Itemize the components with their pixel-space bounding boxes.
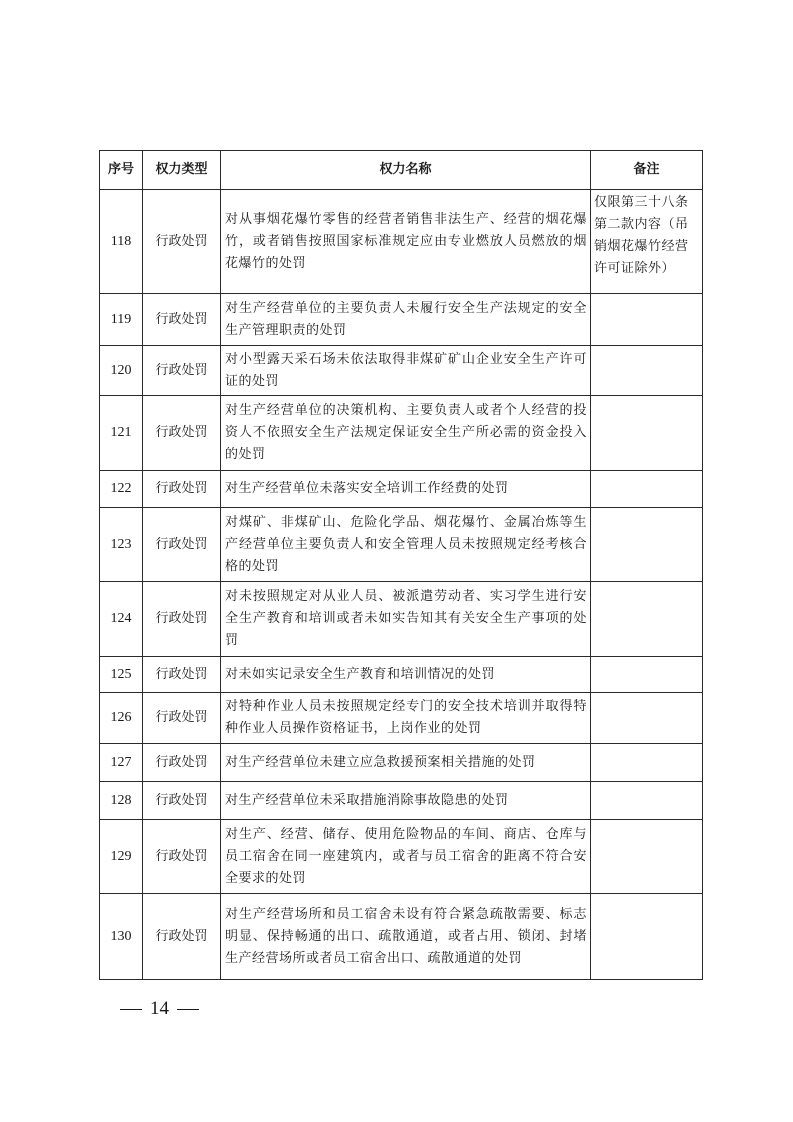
row-note: 仅限第三十八条第二款内容（吊销烟花爆竹经营许可证除外）: [591, 190, 703, 294]
table-row: [100, 744, 703, 782]
row-name: 对生产经营场所和员工宿舍未设有符合紧急疏散需要、标志明显、保持畅通的出口、疏散通道，或者占用、锁闭、封堵生产经营场所或者员工宿舍出口、疏散通道的处罚: [221, 894, 591, 980]
row-type: 行政处罚: [143, 190, 221, 294]
row-no: 128: [100, 782, 143, 820]
row-type: 行政处罚: [143, 820, 221, 894]
authority-table: [99, 150, 703, 980]
row-no: 126: [100, 693, 143, 744]
row-no: 118: [100, 190, 143, 294]
table-row: [100, 471, 703, 508]
row-note: [591, 894, 703, 980]
row-name: 对生产经营单位的主要负责人未履行安全生产法规定的安全生产管理职责的处罚: [221, 294, 591, 346]
row-no: 127: [100, 744, 143, 782]
row-type: 行政处罚: [143, 894, 221, 980]
row-name: 对小型露天采石场未依法取得非煤矿矿山企业安全生产许可证的处罚: [221, 346, 591, 396]
row-name: 对生产经营单位未建立应急救援预案相关措施的处罚: [221, 744, 591, 782]
row-no: 130: [100, 894, 143, 980]
header-name: 权力名称: [221, 151, 591, 190]
row-type: 行政处罚: [143, 396, 221, 471]
row-name: 对生产经营单位未采取措施消除事故隐患的处罚: [221, 782, 591, 820]
row-no: 121: [100, 396, 143, 471]
row-note: [591, 346, 703, 396]
table-row: [100, 782, 703, 820]
row-no: 122: [100, 471, 143, 508]
row-name: 对未按照规定对从业人员、被派遣劳动者、实习学生进行安全生产教育和培训或者未如实告知其有关安全生产事项的处罚: [221, 582, 591, 657]
header-no: 序号: [100, 151, 143, 190]
row-note: [591, 693, 703, 744]
row-name: 对生产经营单位的决策机构、主要负责人或者个人经营的投资人不依照安全生产法规定保证安全生产所必需的资金投入的处罚: [221, 396, 591, 471]
row-no: 129: [100, 820, 143, 894]
row-note: [591, 582, 703, 657]
row-note: [591, 820, 703, 894]
row-type: 行政处罚: [143, 582, 221, 657]
table-row: [100, 693, 703, 744]
row-no: 120: [100, 346, 143, 396]
table-row: [100, 894, 703, 980]
row-type: 行政处罚: [143, 657, 221, 693]
row-type: 行政处罚: [143, 744, 221, 782]
page-number: 14: [150, 998, 169, 1019]
row-note: [591, 396, 703, 471]
row-no: 124: [100, 582, 143, 657]
table-row: [100, 190, 703, 294]
row-name: 对生产、经营、储存、使用危险物品的车间、商店、仓库与员工宿舍在同一座建筑内，或者与员工宿舍的距离不符合安全要求的处罚: [221, 820, 591, 894]
page-footer: [120, 998, 199, 1020]
row-name: 对未如实记录安全生产教育和培训情况的处罚: [221, 657, 591, 693]
table-row: [100, 820, 703, 894]
row-note: [591, 782, 703, 820]
row-name: 对煤矿、非煤矿山、危险化学品、烟花爆竹、金属冶炼等生产经营单位主要负责人和安全管理人员未按照规定经考核合格的处罚: [221, 508, 591, 582]
table-row: [100, 396, 703, 471]
table-row: [100, 294, 703, 346]
row-type: 行政处罚: [143, 471, 221, 508]
header-note: 备注: [591, 151, 703, 190]
row-name: 对生产经营单位未落实安全培训工作经费的处罚: [221, 471, 591, 508]
row-no: 123: [100, 508, 143, 582]
footer-dash-left: [120, 1009, 142, 1010]
row-no: 125: [100, 657, 143, 693]
footer-dash-right: [177, 1009, 199, 1010]
row-type: 行政处罚: [143, 782, 221, 820]
row-name: 对从事烟花爆竹零售的经营者销售非法生产、经营的烟花爆竹，或者销售按照国家标准规定应由专业燃放人员燃放的烟花爆竹的处罚: [221, 190, 591, 294]
row-note: [591, 508, 703, 582]
row-note: [591, 294, 703, 346]
row-no: 119: [100, 294, 143, 346]
table-header-row: [100, 151, 703, 190]
table-row: [100, 508, 703, 582]
row-note: [591, 657, 703, 693]
header-type: 权力类型: [143, 151, 221, 190]
row-type: 行政处罚: [143, 346, 221, 396]
row-type: 行政处罚: [143, 693, 221, 744]
table-row: [100, 582, 703, 657]
table-row: [100, 346, 703, 396]
row-type: 行政处罚: [143, 294, 221, 346]
authority-table-container: [99, 150, 702, 980]
row-type: 行政处罚: [143, 508, 221, 582]
row-note: [591, 471, 703, 508]
table-row: [100, 657, 703, 693]
row-note: [591, 744, 703, 782]
row-name: 对特种作业人员未按照规定经专门的安全技术培训并取得特种作业人员操作资格证书，上岗作业的处罚: [221, 693, 591, 744]
